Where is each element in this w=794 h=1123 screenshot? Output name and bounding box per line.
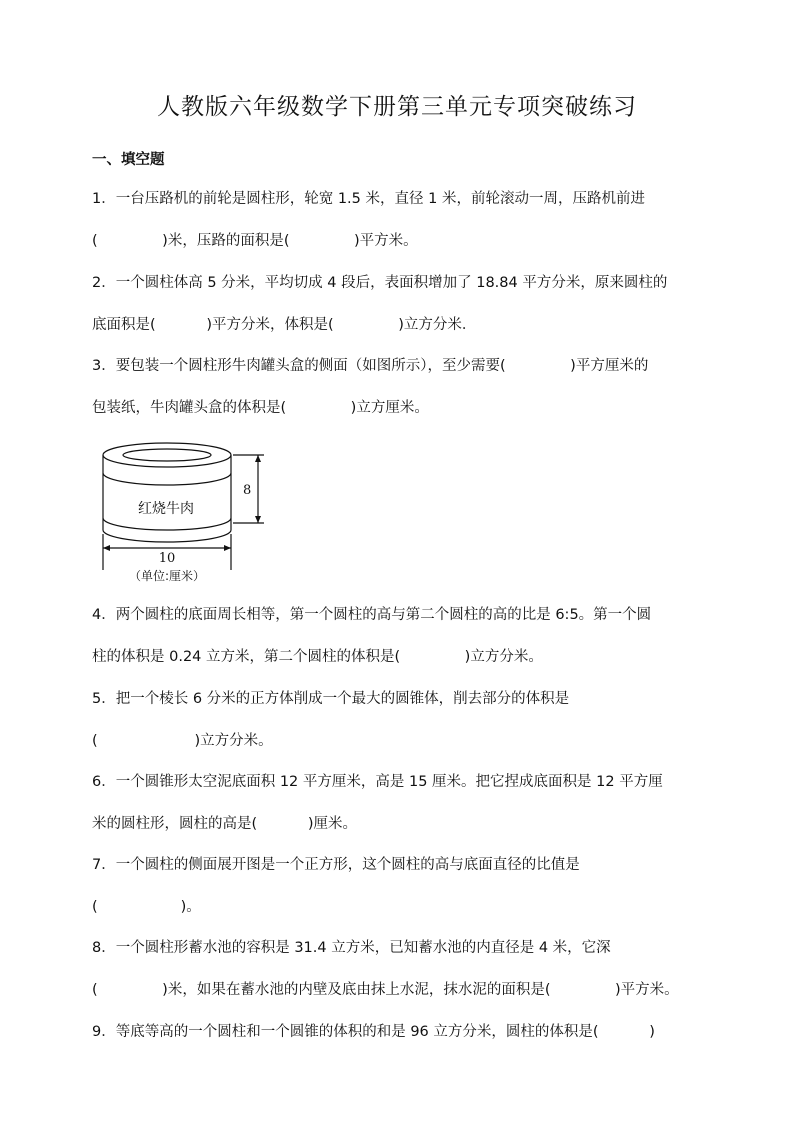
question-3-line-2: 包装纸，牛肉罐头盒的体积是( )立方厘米。 bbox=[92, 400, 429, 416]
section-heading: 一、填空题 bbox=[92, 152, 165, 168]
question-2-line-1: 2．一个圆柱体高 5 分米，平均切成 4 段后，表面积增加了 18.84 平方分米，原来圆柱的 bbox=[92, 275, 668, 291]
width-value: 10 bbox=[158, 551, 176, 566]
question-8-line-1: 8．一个圆柱形蓄水池的容积是 31.4 立方米，已知蓄水池的内直径是 4 米，它深 bbox=[92, 940, 611, 956]
can-top-inner bbox=[123, 449, 211, 461]
label-band-top bbox=[103, 473, 231, 485]
height-arrow-top bbox=[255, 455, 261, 462]
height-value: 8 bbox=[243, 483, 252, 498]
height-arrow-bottom bbox=[255, 516, 261, 523]
question-7-line-1: 7．一个圆柱的侧面展开图是一个正方形，这个圆柱的高与底面直径的比值是 bbox=[92, 857, 580, 873]
question-1-line-2: ( )米，压路的面积是( )平方米。 bbox=[92, 233, 418, 249]
question-7-line-2: ( )。 bbox=[92, 899, 201, 915]
can-top-outer bbox=[103, 443, 231, 467]
width-arrow-left bbox=[103, 545, 110, 551]
question-6-line-1: 6．一个圆锥形太空泥底面积 12 平方厘米，高是 15 厘米。把它捏成底面积是 12 平方厘 bbox=[92, 774, 663, 790]
label-band-bottom bbox=[103, 518, 231, 530]
width-arrow-right bbox=[224, 545, 231, 551]
question-6-line-2: 米的圆柱形，圆柱的高是( )厘米。 bbox=[92, 816, 358, 832]
can-label: 红烧牛肉 bbox=[138, 501, 194, 517]
page-title: 人教版六年级数学下册第三单元专项突破练习 bbox=[157, 94, 637, 120]
question-4-line-2: 柱的体积是 0.24 立方米，第二个圆柱的体积是( )立方分米。 bbox=[92, 649, 543, 665]
question-9-line-1: 9．等底等高的一个圆柱和一个圆锥的体积的和是 96 立方分米，圆柱的体积是( ) bbox=[92, 1024, 655, 1040]
question-1-line-1: 1．一台压路机的前轮是圆柱形，轮宽 1.5 米，直径 1 米，前轮滚动一周，压路机前进 bbox=[92, 191, 645, 207]
question-2-line-2: 底面积是( )平方分米，体积是( )立方分米． bbox=[92, 317, 477, 333]
unit-note: （单位:厘米） bbox=[128, 569, 206, 583]
question-8-line-2: ( )米，如果在蓄水池的内壁及底由抹上水泥，抹水泥的面积是( )平方米。 bbox=[92, 982, 679, 998]
can-bottom-arc bbox=[103, 530, 231, 542]
question-5-line-1: 5．把一个棱长 6 分米的正方体削成一个最大的圆锥体，削去部分的体积是 bbox=[92, 691, 570, 707]
question-5-line-2: ( )立方分米。 bbox=[92, 733, 273, 749]
question-4-line-1: 4．两个圆柱的底面周长相等，第一个圆柱的高与第二个圆柱的高的比是 6:5。第一个圆 bbox=[92, 607, 652, 623]
can-diagram bbox=[96, 438, 276, 588]
question-3-line-1: 3．要包装一个圆柱形牛肉罐头盒的侧面（如图所示），至少需要( )平方厘米的 bbox=[92, 358, 649, 374]
